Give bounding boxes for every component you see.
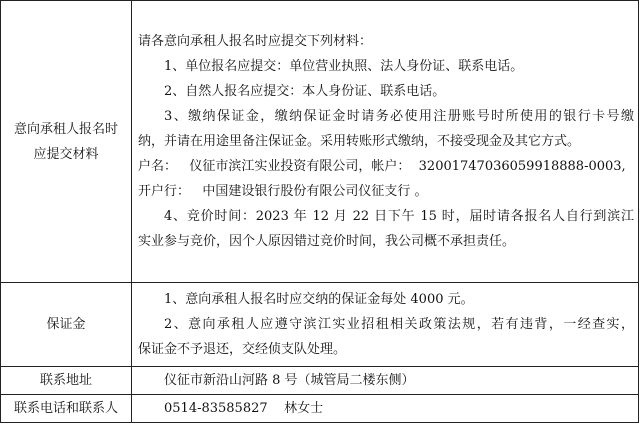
contact-label: 联系电话和联系人 — [1, 395, 132, 423]
address-label: 联系地址 — [1, 367, 132, 395]
account-line: 户名： 仪征市滨江实业投资有限公司，帐户： 32001747036059918888-0003, — [138, 159, 626, 174]
address-value-cell — [132, 367, 639, 395]
deposit-row — [1, 283, 639, 367]
materials-item-2: 2、自然人报名应提交：本人身份证、联系电话。 — [164, 84, 446, 99]
materials-intro: 请各意向承租人报名时应提交下列材料： — [138, 34, 373, 49]
materials-item-4-line2: 实业参与竞价，因个人原因错过竞价时间，我公司概不承担责任。 — [138, 234, 516, 249]
address-row — [1, 367, 639, 395]
deposit-item-1: 1、意向承租人报名时应交纳的保证金每处 4000 元。 — [164, 292, 474, 307]
deposit-label: 保证金 — [1, 283, 132, 367]
contact-value: 0514-83585827 林女士 — [164, 401, 324, 416]
materials-label-cell — [1, 1, 132, 283]
materials-item-1: 1、单位报名应提交：单位营业执照、法人身份证、联系电话。 — [164, 59, 524, 74]
materials-item-4-line1: 4、竞价时间：2023 年 12 月 22 日下午 15 时，届时请各报名人自行到滨江 — [164, 209, 634, 224]
materials-label-line2: 应提交材料 — [33, 146, 99, 162]
contact-value-cell — [132, 395, 639, 423]
materials-item-3-line1: 3、缴纳保证金，缴纳保证金时请务必使用注册账号时所使用的银行卡号缴 — [164, 109, 634, 124]
contact-row — [1, 395, 639, 423]
deposit-content-cell — [132, 283, 639, 367]
materials-row — [1, 1, 639, 283]
materials-item-3-line2: 纳，并请在用途里备注保证金。采用转账形式缴纳，不接受现金及其它方式。 — [138, 134, 581, 149]
deposit-item-2-line1: 2、意向承租人应遵守滨江实业招租相关政策法规，若有违背，一经查实， — [164, 317, 634, 332]
address-value: 仪征市新沿山河路 8 号（城管局二楼东侧） — [164, 373, 415, 388]
bank-line: 开户行： 中国建设银行股份有限公司仪征支行 。 — [138, 184, 428, 199]
deposit-item-2-line2: 保证金不予退还，交经侦支队处理。 — [138, 342, 347, 357]
materials-content-cell — [132, 1, 639, 283]
materials-label-line1: 意向承租人报名时 — [13, 121, 118, 137]
